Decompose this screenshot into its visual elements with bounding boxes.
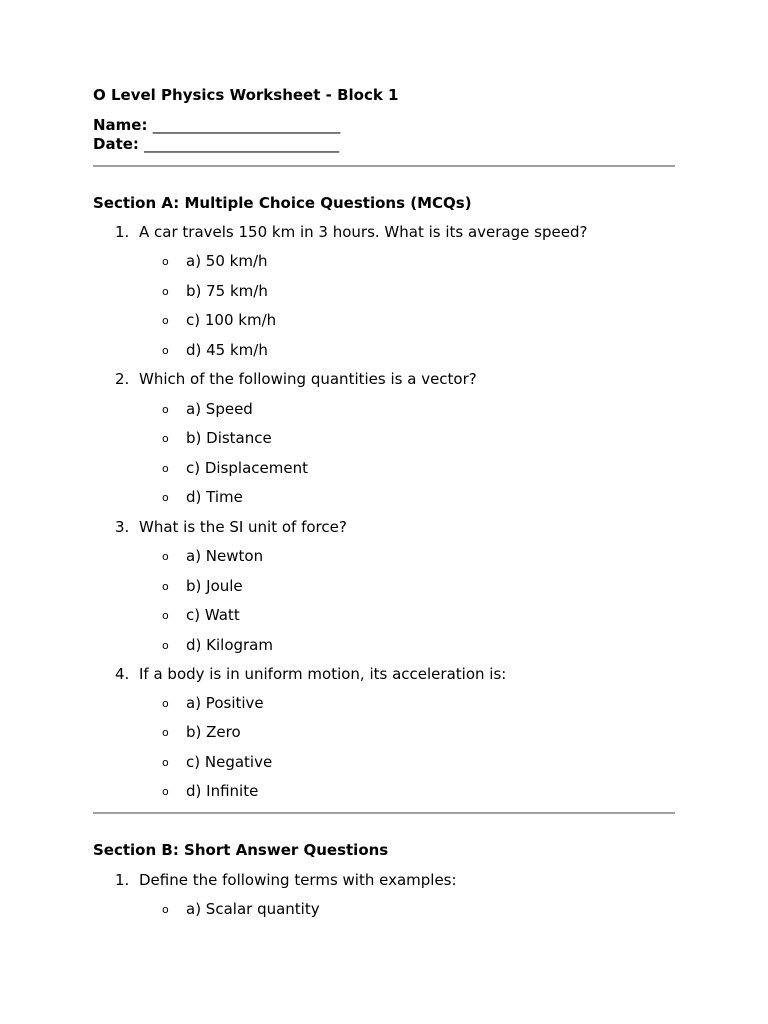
page-title: O Level Physics Worksheet - Block 1 <box>93 86 399 104</box>
question-item <box>115 370 477 388</box>
bullet-icon: o <box>162 639 169 652</box>
bullet-icon: o <box>162 285 169 298</box>
option-text: d) 45 km/h <box>186 341 268 359</box>
option-text: a) 50 km/h <box>186 252 268 270</box>
question-item <box>115 518 347 536</box>
option-text: a) Speed <box>186 400 253 418</box>
bullet-icon: o <box>162 403 169 416</box>
question-number: 3. <box>115 518 130 536</box>
question-number: 1. <box>115 223 130 241</box>
bullet-icon: o <box>162 697 169 710</box>
section-b-heading: Section B: Short Answer Questions <box>93 841 389 859</box>
bullet-icon: o <box>162 580 169 593</box>
bullet-icon: o <box>162 255 169 268</box>
option-item <box>162 459 308 477</box>
section-a-heading: Section A: Multiple Choice Questions (MCQs) <box>93 194 472 212</box>
option-text: b) Zero <box>186 723 241 741</box>
bullet-icon: o <box>162 550 169 563</box>
bullet-icon: o <box>162 785 169 798</box>
option-item <box>162 341 268 359</box>
option-item <box>162 636 273 654</box>
divider <box>93 165 675 167</box>
date-field <box>93 135 339 153</box>
option-text: b) 75 km/h <box>186 282 268 300</box>
option-item <box>162 723 241 741</box>
option-text: c) 100 km/h <box>186 311 277 329</box>
option-text: d) Time <box>186 488 243 506</box>
question-text: If a body is in uniform motion, its acceleration is: <box>139 665 507 683</box>
question-text: A car travels 150 km in 3 hours. What is its average speed? <box>139 223 588 241</box>
option-item <box>162 429 272 447</box>
question-text: What is the SI unit of force? <box>139 518 347 536</box>
option-item <box>162 252 268 270</box>
option-item <box>162 694 264 712</box>
bullet-icon: o <box>162 491 169 504</box>
option-item <box>162 488 243 506</box>
option-text: b) Joule <box>186 577 243 595</box>
bullet-icon: o <box>162 462 169 475</box>
option-text: a) Scalar quantity <box>186 900 320 918</box>
question-text: Which of the following quantities is a vector? <box>139 370 477 388</box>
bullet-icon: o <box>162 314 169 327</box>
question-number: 1. <box>115 871 130 889</box>
bullet-icon: o <box>162 432 169 445</box>
question-item <box>115 871 457 889</box>
option-item <box>162 400 253 418</box>
question-number: 2. <box>115 370 130 388</box>
option-text: d) Infinite <box>186 782 259 800</box>
option-item <box>162 782 258 800</box>
option-text: c) Watt <box>186 606 240 624</box>
option-item <box>162 753 272 771</box>
option-text: b) Distance <box>186 429 272 447</box>
option-text: c) Negative <box>186 753 273 771</box>
option-item <box>162 900 320 918</box>
bullet-icon: o <box>162 903 169 916</box>
name-field <box>93 116 340 134</box>
option-item <box>162 606 240 624</box>
question-number: 4. <box>115 665 130 683</box>
question-text: Define the following terms with examples: <box>139 871 457 889</box>
name-label: Name: <box>93 116 153 134</box>
bullet-icon: o <box>162 726 169 739</box>
option-item <box>162 547 263 565</box>
option-item <box>162 577 243 595</box>
option-text: c) Displacement <box>186 459 308 477</box>
question-item <box>115 223 587 241</box>
date-blank-line: __________________________ <box>144 135 340 153</box>
bullet-icon: o <box>162 344 169 357</box>
option-text: d) Kilogram <box>186 636 273 654</box>
option-text: a) Newton <box>186 547 264 565</box>
date-label: Date: <box>93 135 145 153</box>
option-text: a) Positive <box>186 694 264 712</box>
divider <box>93 812 675 814</box>
question-item <box>115 665 506 683</box>
option-item <box>162 282 268 300</box>
option-item <box>162 311 276 329</box>
bullet-icon: o <box>162 756 169 769</box>
bullet-icon: o <box>162 609 169 622</box>
name-blank-line: _________________________ <box>152 116 341 134</box>
